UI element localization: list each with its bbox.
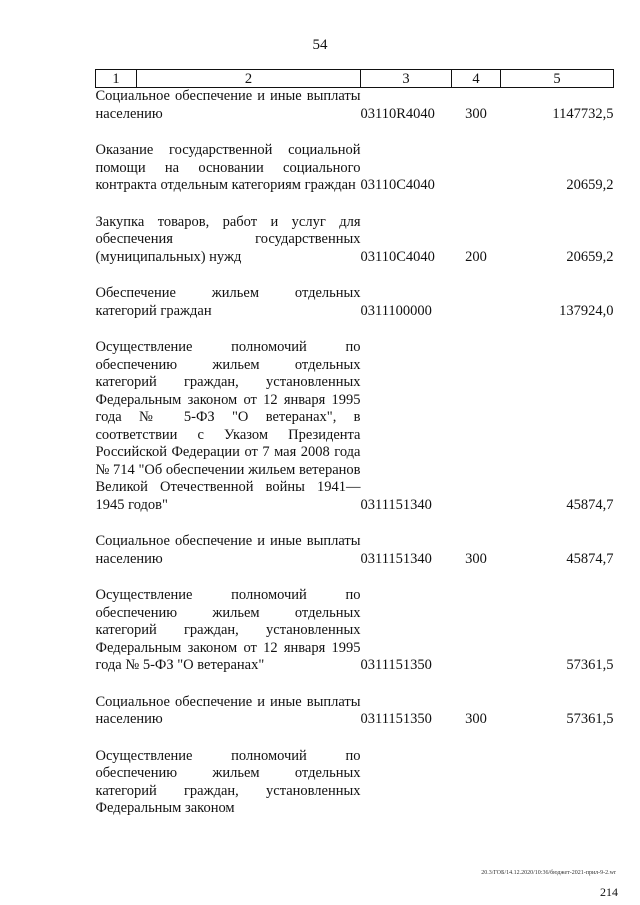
row-type [452,748,501,818]
row-name: Обеспечение жильем отдельных категорий граждан [95,285,361,319]
table-row [96,533,614,568]
row-sum: 57361,5 [566,711,614,727]
row-type: 300 [465,105,487,122]
row-sum: 45874,7 [566,550,614,567]
row-sum: 20659,2 [566,177,614,193]
header-col-4: 4 [452,70,501,88]
table-row [96,587,614,675]
row-name: Осуществление полномочий по обеспечению жильем отдельных категорий граждан, установленных Федеральным законом [95,747,361,816]
row-type [452,587,501,675]
row-name: Осуществление полномочий по обеспечению жильем отдельных категорий граждан, установленных Федеральным законом от 12 января 1995 года № 5-ФЗ "О ветеранах", в соответствии с Указом Президента Российской Федерации от 7 мая 2008 года № 714 "Об обеспечении жильем ветеранов Великой Отечественной войны 1941—1945 годов" [95,339,361,513]
row-code: 0311100000 [360,302,432,319]
row-code: 03110C4040 [360,248,435,265]
budget-table [95,69,614,818]
row-type [452,285,501,320]
row-type [452,142,501,195]
row-name: Оказание государственной социальной помощи на основании социального контракта отдельным категориям граждан [95,142,361,193]
row-name: Осуществление полномочий по обеспечению жильем отдельных категорий граждан, установленных Федеральным законом от 12 января 1995 года № 5-ФЗ "О ветеранах" [95,587,361,673]
row-type: 200 [465,248,487,265]
row-sum [501,748,614,818]
row-name: Социальное обеспечение и иные выплаты населению [95,88,361,122]
header-col-2: 2 [137,70,361,88]
table-row [96,142,614,195]
table-header-row [96,70,614,88]
row-code: 0311151350 [360,657,432,673]
row-code: 0311151340 [360,496,432,513]
row-sum: 45874,7 [566,496,614,513]
row-code: 0311151350 [360,711,432,727]
page-number: 54 [312,37,328,53]
table-row [96,88,614,124]
row-sum: 57361,5 [566,657,614,673]
row-name: Закупка товаров, работ и услуг для обеспечения государственных (муниципальных) нужд [95,213,361,265]
sheet-number: 214 [600,885,618,899]
row-type: 300 [465,711,487,727]
row-name: Социальное обеспечение и иные выплаты населению [95,693,361,727]
header-col-3: 3 [361,70,452,88]
row-code: 03110C4040 [360,177,435,193]
table-row [96,694,614,729]
table-row [96,285,614,320]
row-sum: 137924,0 [559,302,614,319]
row-sum: 20659,2 [566,248,614,265]
table-row [96,748,614,818]
header-col-5: 5 [501,70,614,88]
header-col-1: 1 [96,70,137,88]
table-row [96,339,614,514]
document-reference: 20.3/ГОБ/14.12.2020/10:36/бюджет-2021-прил-9-2.wr [481,870,616,876]
row-name: Социальное обеспечение и иные выплаты населению [95,533,361,567]
row-sum: 1147732,5 [552,105,614,122]
row-code [361,748,452,818]
row-code: 0311151340 [360,550,432,567]
table-row [96,214,614,267]
row-code: 03110R4040 [360,105,435,122]
row-type [452,339,501,514]
row-type: 300 [465,550,487,567]
